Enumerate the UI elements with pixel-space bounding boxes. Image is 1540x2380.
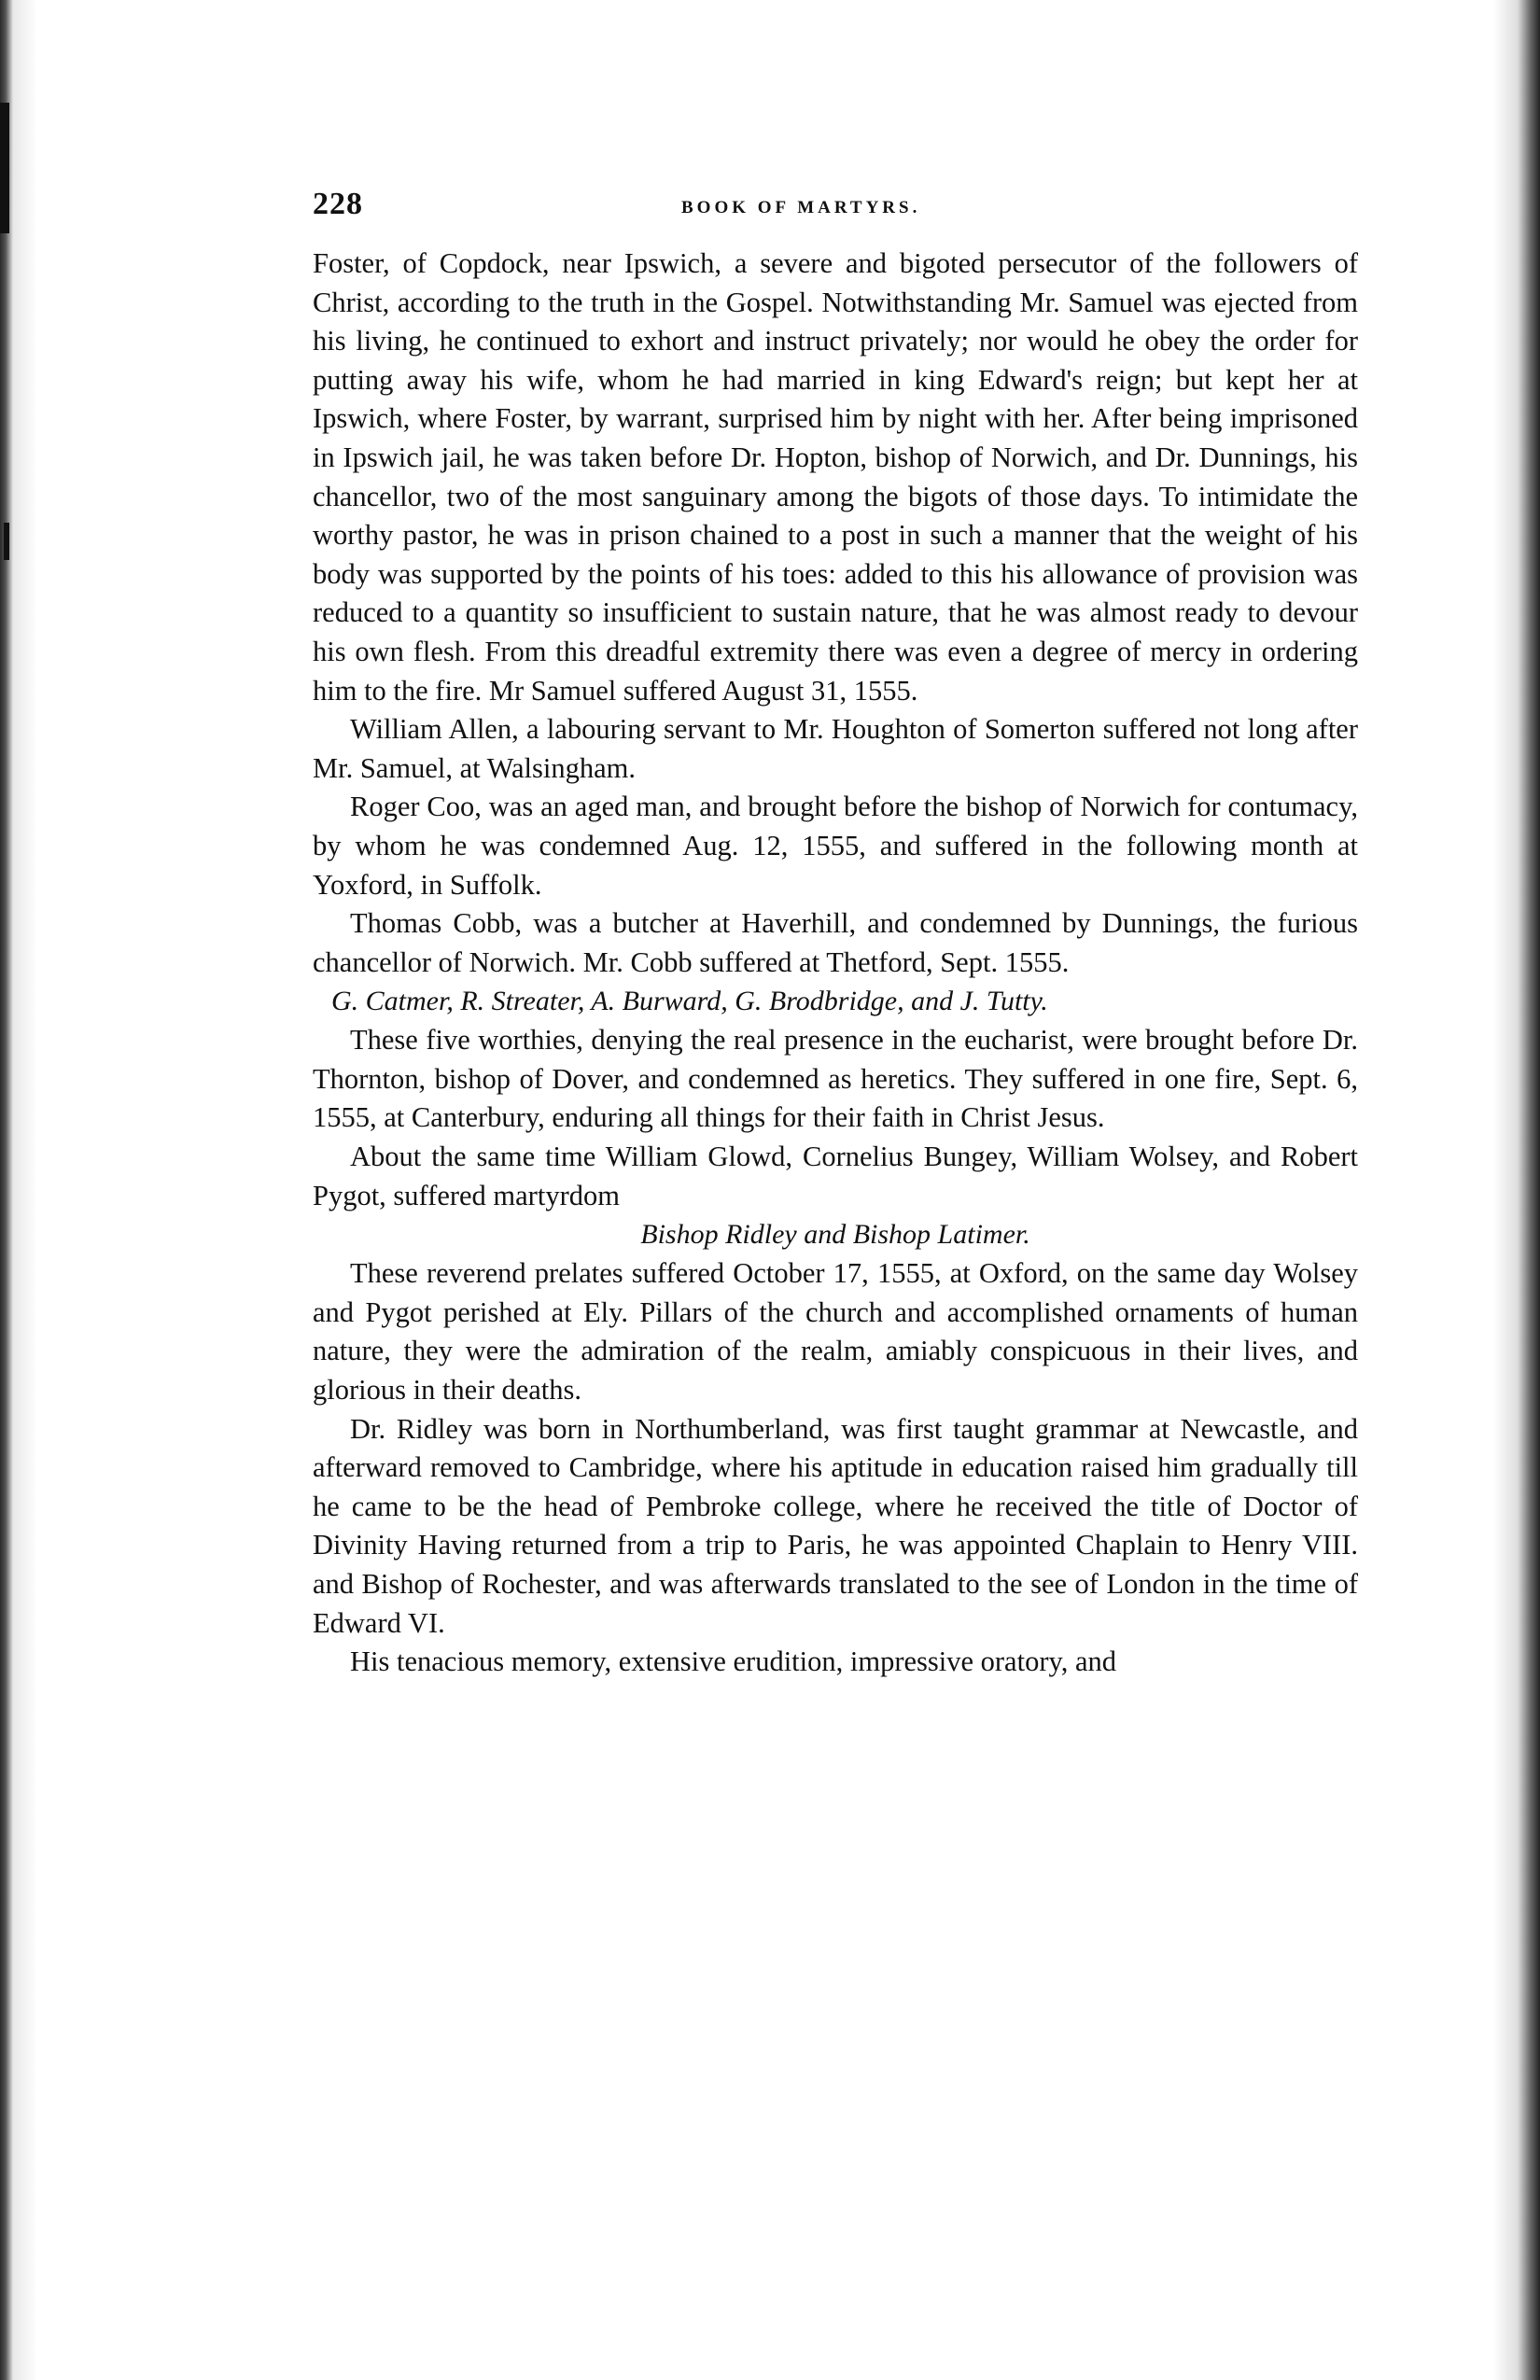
paragraph-five-worthies: These five worthies, denying the real presence in the eucharist, were brought before Dr. Thornton, bishop of Dover, and condemned as heretics. They suffered in one fire, Sept. 6, 1555, at Canterbury, enduring all things for their faith in Christ Jesus. — [313, 1024, 1358, 1134]
page-right-edge — [1493, 0, 1540, 2380]
binding-mark — [0, 103, 9, 233]
running-title: BOOK OF MARTYRS. — [681, 198, 921, 217]
binding-mark — [4, 523, 9, 560]
paragraph-cobb: Thomas Cobb, was a butcher at Haverhill, and condemned by Dunnings, the furious chancellor of Norwich. Mr. Cobb suffered at Thetford, Sept. 1555. — [313, 907, 1358, 978]
section-heading-five-worthies: G. Catmer, R. Streater, A. Burward, G. Brodbridge, and J. Tutty. — [331, 986, 1048, 1017]
paragraph-samuel: Foster, of Copdock, near Ipswich, a severe and bigoted persecutor of the followers of Christ, according to the truth in the Gospel. Notwithstanding Mr. Samuel was ejected from his living, he continued to exhort and instruct privately; nor would he obey the order for putting away his wife, whom he had married in king Edward's reign; but kept her at Ipswich, where Foster, by warrant, surprised him by night with her. After being imprisoned in Ipswich jail, he was taken before Dr. Hopton, bishop of Norwich, and Dr. Dunnings, his chancellor, two of the most sanguinary among the bigots of those days. To intimidate the worthy pastor, he was in prison chained to a post in such a manner that the weight of his body was supported by the points of his toes: added to this his allowance of provision was reduced to a quantity so insufficient to sustain nature, that he was almost ready to devour his own flesh. From this dreadful extremity there was even a degree of mercy in ordering him to the fire. Mr Samuel suffered August 31, 1555. — [313, 247, 1358, 707]
paragraph-ridley-memory: His tenacious memory, extensive erudition, impressive oratory, and — [350, 1645, 1117, 1678]
page-number: 228 — [313, 187, 363, 221]
paragraph-prelates: These reverend prelates suffered October 17, 1555, at Oxford, on the same day Wolsey and Pygot perished at Ely. Pillars of the church and accomplished ornaments of human nature, they were the admiration of the realm, amiably conspicuous in their lives, and glorious in their deaths. — [313, 1257, 1358, 1407]
paragraph-ridley-biography: Dr. Ridley was born in Northumberland, was first taught grammar at Newcastle, and afterward removed to Cambridge, where his aptitude in education raised him gradually till he came to be the head of Pembroke college, where he received the title of Doctor of Divinity Having returned from a trip to Paris, he was appointed Chaplain to Henry VIII. and Bishop of Rochester, and was afterwards translated to the see of London in the time of Edward VI. — [313, 1412, 1358, 1639]
running-head — [313, 187, 1358, 239]
page-binding-edge — [0, 0, 56, 2380]
paragraph-coo: Roger Coo, was an aged man, and brought before the bishop of Norwich for contumacy, by whom he was condemned Aug. 12, 1555, and suffered in the following month at Yoxford, in Suffolk. — [313, 791, 1358, 901]
book-page — [313, 187, 1358, 1682]
paragraph-glowd-bungey: About the same time William Glowd, Cornelius Bungey, William Wolsey, and Robert Pygot, suffered martyrdom — [313, 1141, 1358, 1211]
section-heading-ridley-latimer: Bishop Ridley and Bishop Latimer. — [640, 1219, 1030, 1251]
paragraph-allen: William Allen, a labouring servant to Mr. Houghton of Somerton suffered not long after Mr. Samuel, at Walsingham. — [313, 713, 1358, 784]
